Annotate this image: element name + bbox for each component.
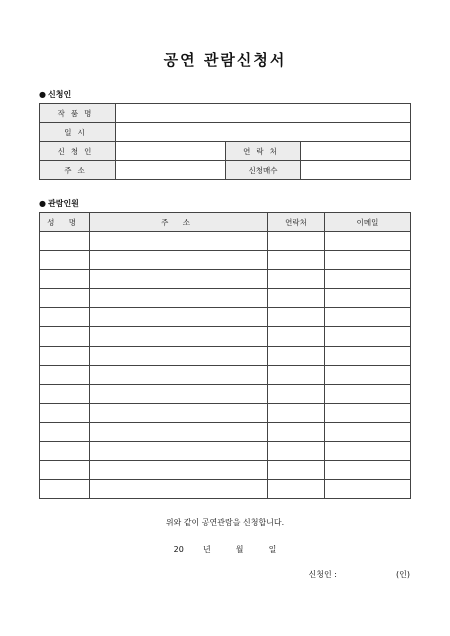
table-row [40,327,411,346]
name-cell[interactable] [40,442,90,461]
table-row [40,442,411,461]
email-cell[interactable] [325,251,411,270]
attendee-rows [40,232,411,499]
table-row [40,251,411,270]
contact-cell[interactable] [268,232,325,251]
contact-cell[interactable] [268,442,325,461]
table-row [40,123,411,142]
table-row [40,403,411,422]
table-row [40,346,411,365]
column-header-address: 주 소 [90,213,268,232]
email-cell[interactable] [325,461,411,480]
contact-cell[interactable] [268,346,325,365]
address-cell[interactable] [90,327,268,346]
contact-cell[interactable] [268,461,325,480]
table-row [40,480,411,499]
table-row [40,384,411,403]
table-header-row [40,213,411,232]
address-cell[interactable] [90,308,268,327]
attendee-table [39,212,411,499]
name-cell[interactable] [40,308,90,327]
contact-cell[interactable] [268,327,325,346]
email-cell[interactable] [325,480,411,499]
address-label: 주소 [40,161,116,180]
name-cell[interactable] [40,365,90,384]
name-cell[interactable] [40,480,90,499]
name-cell[interactable] [40,327,90,346]
address-cell[interactable] [90,403,268,422]
column-header-name: 성 명 [40,213,90,232]
name-cell[interactable] [40,422,90,441]
seal-label: (인) [396,570,410,579]
contact-cell[interactable] [268,308,325,327]
title-label: 작품명 [40,104,116,123]
signature-line [308,569,410,580]
year-label: 년 [202,545,211,554]
applicant-table [39,103,411,180]
address-cell[interactable] [90,461,268,480]
email-cell[interactable] [325,327,411,346]
address-cell[interactable] [90,480,268,499]
contact-cell[interactable] [268,403,325,422]
contact-label: 연락처 [226,142,301,161]
title-field[interactable] [116,104,411,123]
table-row [40,365,411,384]
email-cell[interactable] [325,442,411,461]
table-row [40,270,411,289]
table-row [40,422,411,441]
column-header-email: 이메일 [325,213,411,232]
email-cell[interactable] [325,289,411,308]
email-cell[interactable] [325,232,411,251]
datetime-label: 일시 [40,123,116,142]
contact-field[interactable] [301,142,411,161]
year-prefix: 20 [173,545,184,554]
address-cell[interactable] [90,422,268,441]
address-field[interactable] [116,161,226,180]
signer-label: 신청인 : [308,570,337,579]
applicant-name-label: 신청인 [40,142,116,161]
address-cell[interactable] [90,270,268,289]
table-row [40,308,411,327]
contact-cell[interactable] [268,384,325,403]
email-cell[interactable] [325,403,411,422]
ticket-count-field[interactable] [301,161,411,180]
name-cell[interactable] [40,346,90,365]
address-cell[interactable] [90,384,268,403]
month-label: 월 [235,545,244,554]
table-row [40,232,411,251]
contact-cell[interactable] [268,251,325,270]
table-row [40,142,411,161]
column-header-contact: 연락처 [268,213,325,232]
address-cell[interactable] [90,442,268,461]
attendee-section-heading [39,198,79,209]
day-label: 일 [268,545,277,554]
contact-cell[interactable] [268,289,325,308]
email-cell[interactable] [325,422,411,441]
address-cell[interactable] [90,346,268,365]
name-cell[interactable] [40,289,90,308]
email-cell[interactable] [325,308,411,327]
name-cell[interactable] [40,251,90,270]
applicant-heading-text: 신청인 [47,90,72,99]
name-cell[interactable] [40,270,90,289]
email-cell[interactable] [325,346,411,365]
table-row [40,289,411,308]
applicant-name-field[interactable] [116,142,226,161]
table-row [40,461,411,480]
contact-cell[interactable] [268,422,325,441]
contact-cell[interactable] [268,365,325,384]
applicant-section-heading [39,89,71,100]
email-cell[interactable] [325,384,411,403]
name-cell[interactable] [40,403,90,422]
bullet-icon: ● [39,199,46,208]
bullet-icon: ● [39,90,46,99]
email-cell[interactable] [325,270,411,289]
date-line [0,544,450,555]
ticket-count-label: 신청매수 [226,161,301,180]
document-title: 공연 관람신청서 [163,51,287,69]
statement-text: 위와 같이 공연관람을 신청합니다. [165,518,285,527]
contact-cell[interactable] [268,480,325,499]
table-row [40,104,411,123]
name-cell[interactable] [40,232,90,251]
address-cell[interactable] [90,232,268,251]
address-cell[interactable] [90,251,268,270]
address-cell[interactable] [90,365,268,384]
table-row [40,161,411,180]
name-cell[interactable] [40,384,90,403]
attendee-heading-text: 관람인원 [47,199,79,208]
email-cell[interactable] [325,365,411,384]
address-cell[interactable] [90,289,268,308]
contact-cell[interactable] [268,270,325,289]
datetime-field[interactable] [116,123,411,142]
name-cell[interactable] [40,461,90,480]
